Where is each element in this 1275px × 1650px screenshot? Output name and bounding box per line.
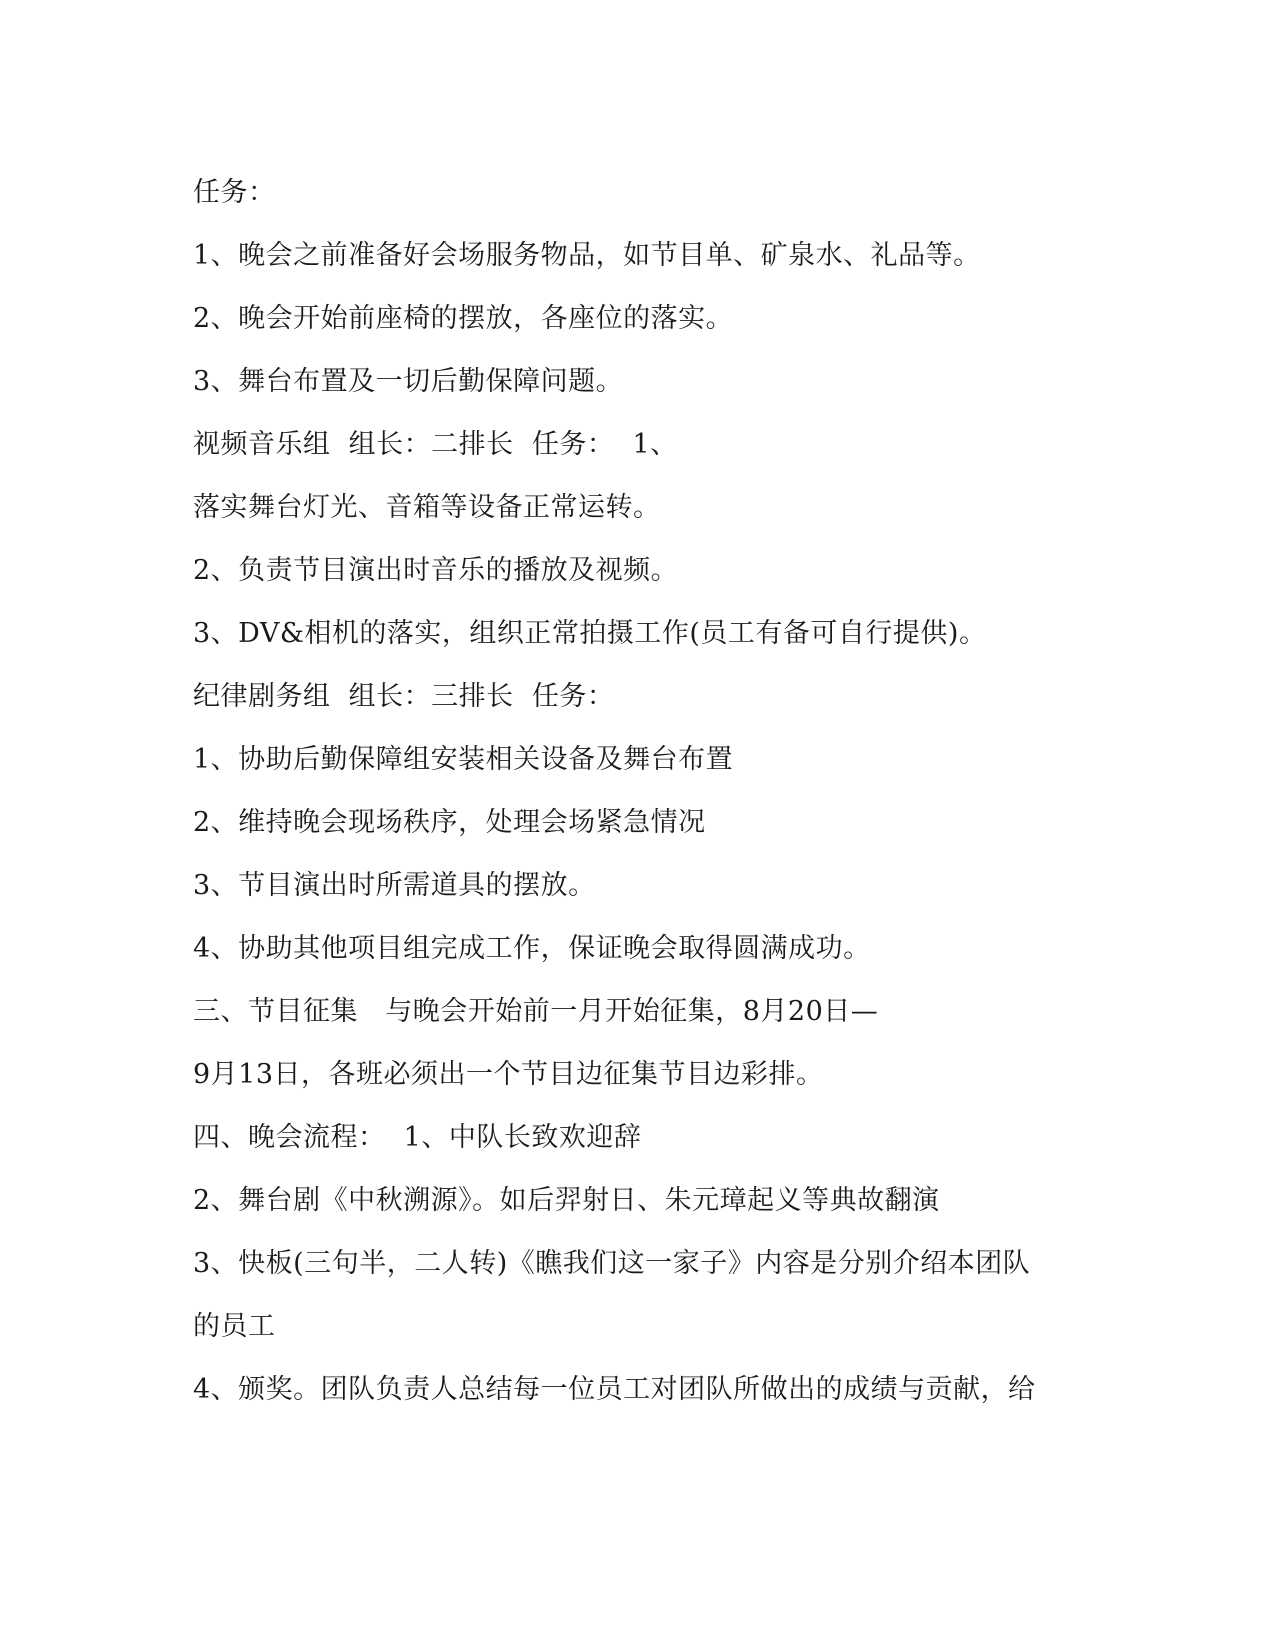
text-line: 4、协助其他项目组完成工作，保证晚会取得圆满成功。	[193, 933, 871, 964]
text-line: 2、晚会开始前座椅的摆放，各座位的落实。	[193, 303, 734, 334]
text-line: 3、舞台布置及一切后勤保障问题。	[193, 366, 624, 397]
text-line: 任务：	[193, 177, 276, 208]
text-line: 3、DV&相机的落实，组织正常拍摄工作(员工有备可自行提供)。	[193, 618, 987, 649]
text-line: 1、协助后勤保障组安装相关设备及舞台布置	[193, 744, 734, 775]
text-line: 2、负责节目演出时音乐的播放及视频。	[193, 555, 679, 586]
text-line: 4、颁奖。团队负责人总结每一位员工对团队所做出的成绩与贡献，给	[193, 1374, 1036, 1405]
text-line: 9月13日，各班必须出一个节目边征集节目边彩排。	[193, 1059, 824, 1090]
text-line: 2、舞台剧《中秋溯源》。如后羿射日、朱元璋起义等典故翻演	[193, 1185, 940, 1216]
text-line: 三、节目征集 与晚会开始前一月开始征集，8月20日—	[193, 996, 879, 1027]
text-line: 纪律剧务组 组长：三排长 任务：	[193, 681, 615, 712]
text-line: 的员工	[193, 1311, 276, 1342]
text-line: 2、维持晚会现场秩序，处理会场紧急情况	[193, 807, 706, 838]
text-line: 1、晚会之前准备好会场服务物品，如节目单、矿泉水、礼品等。	[193, 240, 981, 271]
text-line: 落实舞台灯光、音箱等设备正常运转。	[193, 492, 661, 523]
text-line: 3、快板(三句半，二人转)《瞧我们这一家子》内容是分别介绍本团队	[193, 1248, 1031, 1279]
text-line: 3、节目演出时所需道具的摆放。	[193, 870, 596, 901]
text-line: 四、晚会流程： 1、中队长致欢迎辞	[193, 1122, 642, 1153]
text-line: 视频音乐组 组长：二排长 任务： 1、	[193, 429, 678, 460]
